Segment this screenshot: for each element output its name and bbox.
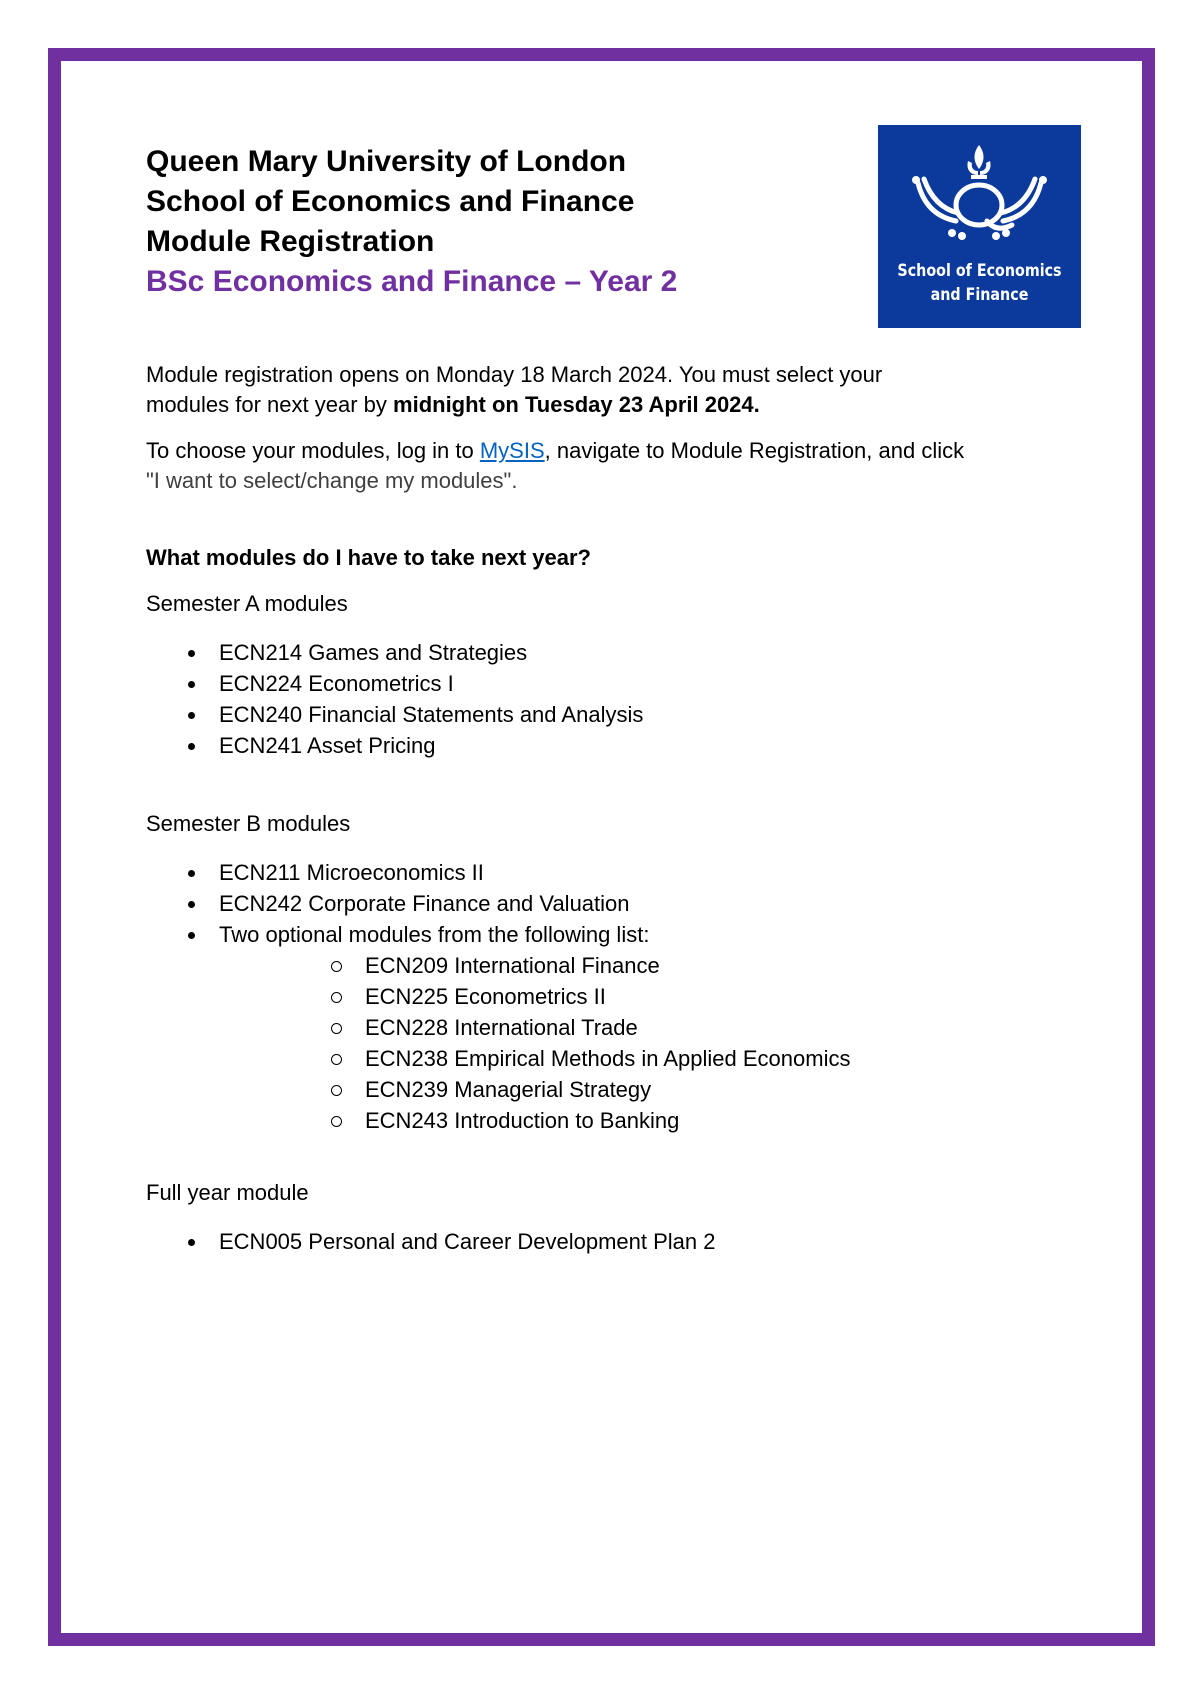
intro-line-2: modules for next year by midnight on Tuesday 23 April 2024.: [146, 392, 760, 417]
semester-a-heading: Semester A modules: [146, 591, 348, 616]
sub-list-item: ECN228 International Trade: [219, 1012, 850, 1043]
logo-text-line1: School of Economics: [897, 261, 1062, 281]
semester-b-list: [146, 857, 850, 1136]
list-item: ECN241 Asset Pricing: [146, 730, 643, 761]
school-name: School of Economics and Finance: [146, 185, 635, 218]
section-question-heading: What modules do I have to take next year?: [146, 545, 591, 570]
document-header: [146, 142, 677, 302]
semester-b-heading: Semester B modules: [146, 811, 351, 836]
sub-list-item: ECN238 Empirical Methods in Applied Economics: [219, 1043, 850, 1074]
sub-list-item: ECN225 Econometrics II: [219, 981, 850, 1012]
sub-list-item: ECN243 Introduction to Banking: [219, 1105, 850, 1136]
instructions-line-2: "I want to select/change my modules".: [146, 468, 518, 493]
university-name: Queen Mary University of London: [146, 145, 627, 178]
instructions-paragraph: [146, 436, 964, 496]
instructions-line-1: To choose your modules, log in to MySIS, navigate to Module Registration, and click: [146, 438, 965, 463]
sub-list-item: ECN209 International Finance: [219, 950, 850, 981]
semester-a-list: [146, 637, 643, 761]
list-item: ECN005 Personal and Career Development Plan 2: [146, 1226, 716, 1257]
list-item-optional: Two optional modules from the following list: ECN209 International Finance ECN225 Econometrics II ECN228 International Trade ECN238 Empirical Methods in Applied Economics ECN239 Managerial Strategy ECN243 Introduction to Banking: [146, 919, 850, 1136]
list-item: ECN240 Financial Statements and Analysis: [146, 699, 643, 730]
intro-paragraph: [146, 360, 882, 420]
mysis-link[interactable]: MySIS: [479, 438, 545, 463]
optional-modules-list: [219, 950, 850, 1136]
deadline-text: midnight on Tuesday 23 April 2024.: [393, 392, 760, 417]
programme-title: BSc Economics and Finance – Year 2: [146, 265, 678, 298]
school-logo: [878, 125, 1081, 328]
list-item: ECN214 Games and Strategies: [146, 637, 643, 668]
document-title: Module Registration: [146, 225, 435, 258]
sub-list-item: ECN239 Managerial Strategy: [219, 1074, 850, 1105]
list-item: ECN211 Microeconomics II: [146, 857, 850, 888]
intro-line-1: Module registration opens on Monday 18 March 2024. You must select your: [146, 362, 883, 387]
list-item: ECN242 Corporate Finance and Valuation: [146, 888, 850, 919]
full-year-heading: Full year module: [146, 1180, 309, 1205]
list-item: ECN224 Econometrics I: [146, 668, 643, 699]
crown-q-crest-icon: [878, 125, 1081, 255]
full-year-list: [146, 1226, 716, 1257]
logo-text-line2: and Finance: [930, 285, 1029, 305]
